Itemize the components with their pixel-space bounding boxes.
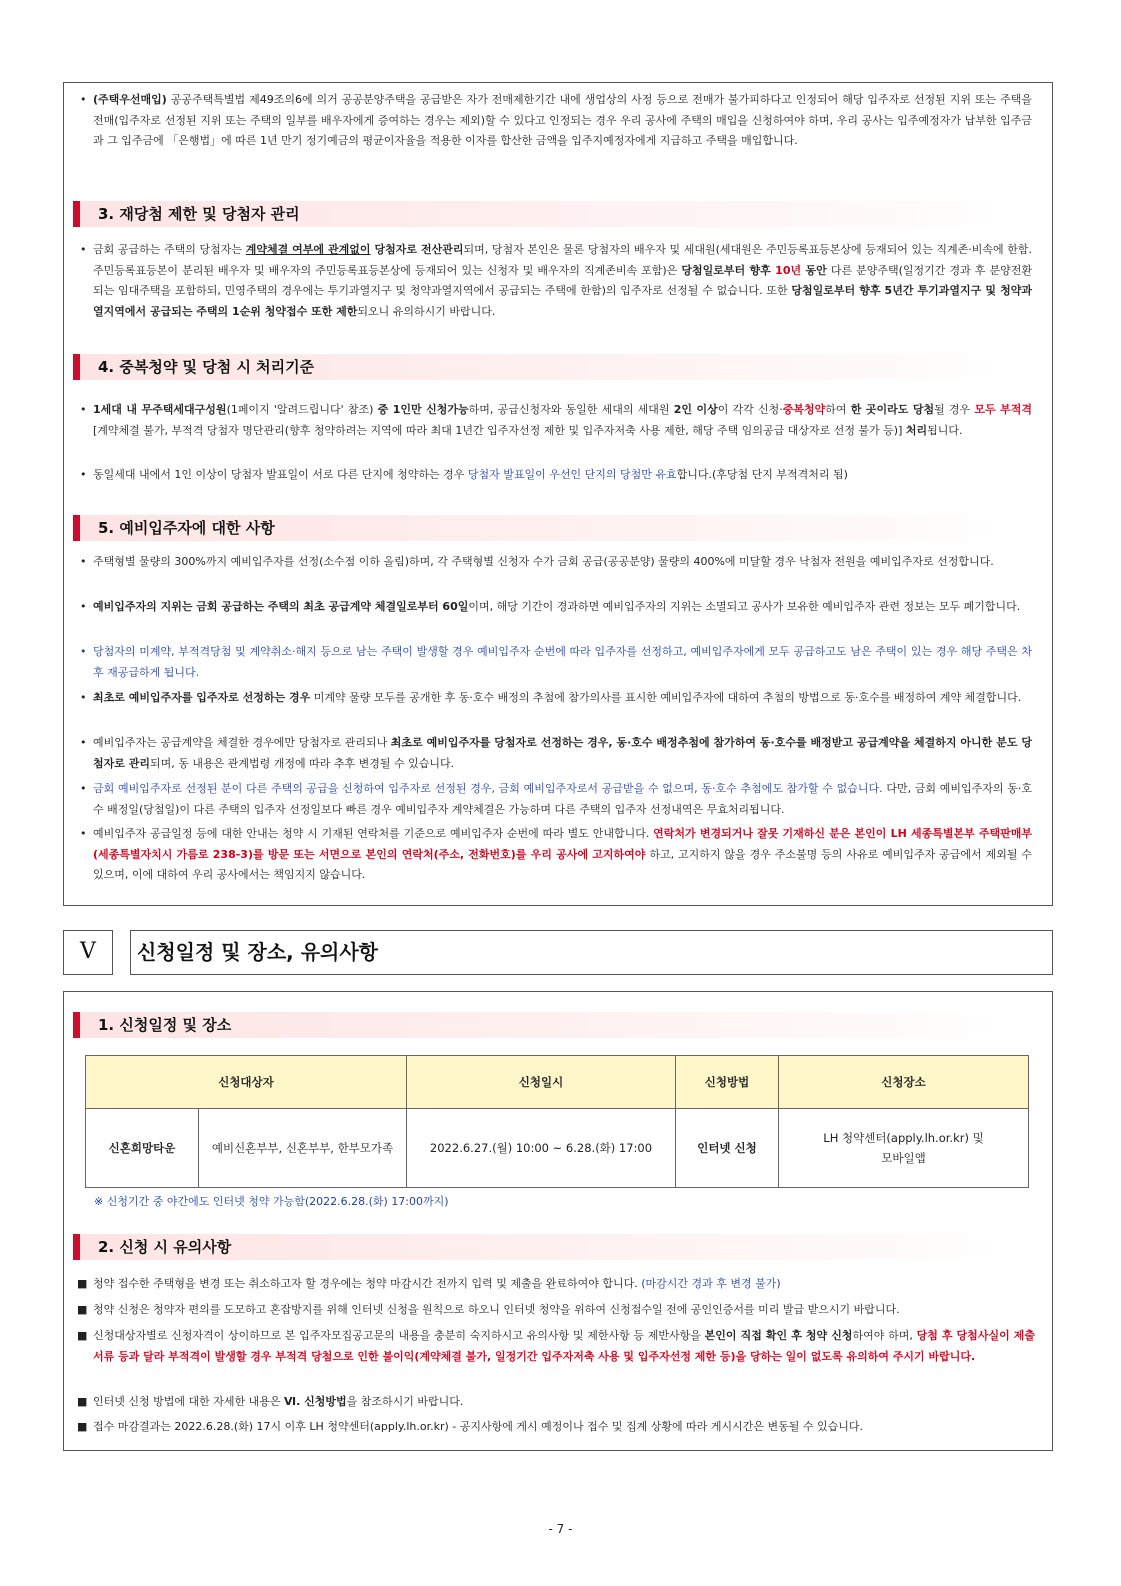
text-span: 당첨일로부터 향후 [681,263,776,277]
text-span: 다른 분양주택(일정기간 경과 후 분양전환 되는 임대주택을 포함하되, 민영주택의 경우에는 투기과열지구 및 청약과열지역에서 공급되는 주택에 한함)의 입주자로 선정될 수 없습니다. 또한 [93,263,1032,297]
text-span: 2인 이상 [673,403,718,416]
text-span: 동일세대 내에서 1인 이상이 당첨자 발표일이 서로 다른 단지에 청약하는 경우 [93,468,468,481]
text-span: 하며, 공급신청자와 동일한 세대의 세대원 [468,403,674,416]
text-span: 금회 공급하는 주택의 당첨자는 [93,243,246,256]
header-place: 신청장소 [779,1056,1029,1109]
section-3-paragraph [80,240,1032,322]
section-5-paragraph-3: • 당첨자의 미계약, 부적격당첨 및 계약취소·해지 등으로 남는 주택이 발생할 경우 예비입주자 순번에 따라 입주자를 선정하고, 예비입주자에게 모두 공급하고도 남은 주택이 있는 경우 해당 주택은 차후 재공급하게 됩니다. [80,642,1032,683]
cell-date: 2022.6.27.(월) 10:00 ~ 6.28.(화) 17:00 [407,1109,676,1188]
text-span: 당첨 후 당첨사실이 제출서류 등과 달라 부적격이 발생할 경우 부적격 당첨으로 인한 불이익(계약체결 불가, 일정기간 입주자저축 사용 및 입주자선정 제한 등)을 당하는 일이 없도록 유의하여 주시기 바랍니다. [93,1329,1036,1363]
text-span: 청약 접수한 주택형을 변경 또는 취소하고자 할 경우에는 청약 마감시간 전까지 입력 및 제출을 완료하여야 합니다. [93,1277,642,1290]
text-span: 예비입주자 공급일정 등에 대한 안내는 청약 시 기재된 연락처를 기준으로 예비입주자 순번에 따라 별도 안내합니다. [93,827,654,840]
chapter-number-box [63,930,113,975]
section-5-paragraph-1: • 주택형별 물량의 300%까지 예비입주자를 선정(소수점 이하 올림)하며, 각 주택형별 신청자 수가 금회 공급(공공분양) 물량의 400%에 미달할 경우 낙첨자 전원을 예비입주자로 선정합니다. [80,552,1032,573]
section-3-heading: 3. 재당첨 제한 및 당첨자 관리 [73,201,1043,227]
text-span: (1페이지 '알려드립니다' 참조) [226,403,378,416]
caution-item-2: ■ 청약 신청은 청약자 편의를 도모하고 혼잡방지를 위해 인터넷 신청을 원칙으로 하오니 인터넷 청약을 위하여 신청접수일 전에 공인인증서를 미리 발급 받으시기 바랍니다. [77,1300,1035,1321]
text-span: 한 곳이라도 당첨 [850,403,935,416]
cell-group: 신혼희망타운 [86,1109,199,1188]
priority-purchase-paragraph [80,90,1032,152]
section-5-paragraph-5 [80,733,1032,774]
chapter-title-box [130,930,1053,975]
text-span: 1세대 내 무주택세대구성원 [93,403,227,416]
text-span: 될 경우 [934,403,975,416]
place-line-1: LH 청약센터(apply.lh.or.kr) 및 [823,1131,984,1145]
chapter-number: V [80,939,96,964]
text-span: 동안 [801,263,827,277]
text-span: 을 참조하시기 바랍니다. [346,1395,464,1408]
text-span: 예비입주자의 지위는 금회 공급하는 주택의 최초 공급계약 체결일로부터 60일 [93,600,469,613]
cell-method: 인터넷 신청 [676,1109,779,1188]
section-5-heading: 5. 예비입주자에 대한 사항 [73,515,1043,541]
text-span: 하여야 하며, [852,1329,917,1342]
table-row [86,1109,1029,1188]
text-span: 다만, 금회 예비입주자의 동·호수 배정일(당첨일)이 다른 주택의 입주자 선정일보다 빠른 경우 예비입주자 계약체결은 가능하며 다른 주택의 입주자 선정내역은 무효처리됩니다. [93,782,1032,816]
text-span: 처리 [905,423,928,437]
section-5-paragraph-2 [80,597,1032,618]
caution-item-3 [77,1326,1035,1367]
text-span: 하고, 고지하지 않을 경우 주소불명 등의 사유로 예비입주자 공급에서 제외될 수 있으며, 이에 대하여 우리 공사에서는 책임지지 않습니다. [93,847,1032,881]
header-target: 신청대상자 [86,1056,407,1109]
text-span: [계약체결 불가, 부적격 당첨자 명단관리(향후 청약하려는 지역에 따라 최대 1년간 입주자선정 제한 및 입주자저축 사용 제한, 해당 주택 임의공급 대상자로 선정 불가 등)] [93,423,906,437]
text-span: 모두 부적격 [974,403,1032,416]
text-span: 최초로 예비입주자를 입주자로 선정하는 경우 [93,691,311,704]
text-span: 미계약 물량 모두를 공개한 후 동·호수 배정의 추첨에 참가의사를 표시한 예비입주자에 대하여 추첨의 방법으로 동·호수를 배정하여 계약 체결합니다. [310,691,1022,704]
text-span: Ⅵ. 신청방법 [284,1395,347,1408]
text-span: (마감시간 경과 후 변경 불가) [641,1277,781,1290]
text-span: 계약체결 여부에 관계없이 [245,243,371,256]
priority-purchase-text: 공공주택특별법 제49조의6에 의거 공공분양주택을 공급받은 자가 전매제한기간 내에 생업상의 사정 등으로 전매가 불가피하다고 인정되어 해당 입주자로 선정된 지위 또는 주택을 전매(입주자로 선정된 지위 또는 주택의 일부를 배우자에게 증여하는 경우는 제외)할 수 있다고 인정되는 경우 우리 공사에 주택의 매입을 신청하여야 하며, 우리 공사는 입주예정자가 납부한 입주금과 그 입주금에 「은행법」에 따른 1년 만기 정기예금의 평균이자율을 적용한 이자를 합산한 금액을 입주지예정자에게 지급하고 주택을 매입합니다. [93,93,1032,147]
schedule-heading: 1. 신청일정 및 장소 [73,1012,1043,1038]
caution-item-4 [77,1392,1035,1413]
section-5-paragraph-7 [80,824,1032,886]
section-5-paragraph-6 [80,779,1032,820]
table-header-row [86,1056,1029,1109]
schedule-note: ※ 신청기간 중 야간에도 인터넷 청약 가능함(2022.6.28.(화) 17:00까지) [94,1195,449,1208]
text-span: 중복청약 [782,403,826,416]
cell-target: 예비신혼부부, 신혼부부, 한부모가족 [199,1109,407,1188]
caution-item-1 [77,1274,1035,1295]
text-span: 당첨자 발표일이 우선인 단지의 당첨만 유효 [467,468,677,481]
section-4-heading: 4. 중복청약 및 당첨 시 처리기준 [73,354,1043,380]
text-span: 당첨일로부터 향후 5년간 투기과열지구 및 청약과열지역에서 공급되는 주택의 1순위 청약접수 또한 제한 [93,284,1032,318]
text-span: 본인이 직접 확인 후 청약 신청 [704,1329,853,1342]
text-span: 이 각각 신청· [717,403,783,416]
text-span: 중 1인만 신청가능 [377,403,469,416]
text-span: 당첨자로 전산관리 [370,243,464,256]
page-number: - 7 - [548,1522,573,1536]
header-date: 신청일시 [407,1056,676,1109]
caution-heading: 2. 신청 시 유의사항 [73,1234,1043,1260]
cell-place [779,1109,1029,1188]
text-span: 이며, 해당 기간이 경과하면 예비입주자의 지위는 소멸되고 공사가 보유한 예비입주자 관련 정보는 모두 폐기합니다. [468,600,1021,613]
text-span: 예비입주자는 공급계약을 체결한 경우에만 당첨자로 관리되나 [93,736,391,749]
text-span: 신청대상자별로 신청자격이 상이하므로 본 입주자모집공고문의 내용을 충분히 숙지하시고 유의사항 및 제한사항 등 제반사항을 [93,1329,705,1342]
text-span: 최초로 예비입주자를 당첨자로 선정하는 경우, 동·호수 배정추첨에 참가하여 동·호수를 배정받고 공급계약을 체결하지 아니한 분도 당첨자로 관리 [93,736,1032,770]
caution-item-5: ■ 접수 마감결과는 2022.6.28.(화) 17시 이후 LH 청약센터(apply.lh.or.kr) - 공지사항에 게시 예정이나 접수 및 집계 상황에 따라 게시시간은 변동될 수 있습니다. [77,1417,1035,1438]
section-4-paragraph-2 [80,465,1032,486]
text-span: 인터넷 신청 방법에 대한 자세한 내용은 [93,1395,284,1408]
header-method: 신청방법 [676,1056,779,1109]
text-span: 됩니다. [927,423,963,437]
text-span: 합니다.(후당첨 단지 부적격처리 됨) [676,468,848,481]
text-span: 금회 예비입주자로 선정된 분이 다른 주택의 공급을 신청하여 입주자로 선정된 경우, 금회 예비입주자로서 공급받을 수 없으며, 동·호수 추첨에도 참가할 수 없습니다. [93,782,883,795]
text-span: 하여 [825,403,851,416]
schedule-table [85,1055,1029,1188]
chapter-title: 신청일정 및 장소, 유의사항 [137,940,379,964]
priority-purchase-label: (주택우선매입) [93,93,167,106]
text-span: 되오니 유의하시기 바랍니다. [357,304,496,318]
place-line-2: 모바일앱 [881,1151,926,1165]
section-5-paragraph-4 [80,688,1032,709]
text-span: 연락처가 변경되거나 잘못 기재하신 분은 본인이 LH 세종특별본부 주택판매부(세종특별자치시 가름로 238-3)를 방문 또는 서면으로 본인의 연락처(주소, 전화번호)를 우리 공사에 고지하여야 [93,827,1032,861]
text-span: 10년 [775,263,802,277]
section-4-paragraph-1 [80,400,1032,441]
text-span: 되며, 당첨자 본인은 물론 당첨자의 배우자 및 세대원(세대원은 주민등록표등본상에 등재되어 있는 직계존·비속에 한함. 주민등록표등본이 분리된 배우자 및 배우자의 주민등록표등본상에 등재되어 있는 신청자 및 배우자의 직계존비속 포함)은 [93,243,1032,277]
text-span: 되며, 동 내용은 관계법령 개정에 따라 추후 변경될 수 있습니다. [149,756,455,770]
